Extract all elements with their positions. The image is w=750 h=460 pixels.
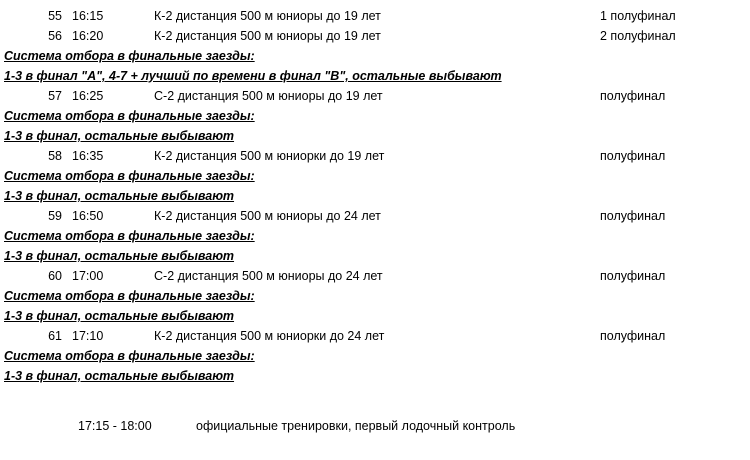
qualification-note: 1-3 в финал, остальные выбывают — [4, 369, 235, 383]
qualification-note: Система отбора в финальные заезды: — [4, 109, 255, 123]
race-time: 16:15 — [72, 9, 104, 23]
race-row — [0, 146, 750, 166]
race-stage: полуфинал — [600, 149, 666, 163]
qualification-note: Система отбора в финальные заезды: — [4, 49, 255, 63]
race-event: К-2 дистанция 500 м юниоры до 19 лет — [154, 29, 381, 43]
race-row — [0, 206, 750, 226]
footer-line — [0, 416, 750, 436]
qualification-note: Система отбора в финальные заезды: — [4, 289, 255, 303]
race-row — [0, 326, 750, 346]
race-event: К-2 дистанция 500 м юниорки до 19 лет — [154, 149, 385, 163]
footer-time: 17:15 - 18:00 — [78, 419, 152, 433]
race-row — [0, 26, 750, 46]
race-row — [0, 266, 750, 286]
race-row — [0, 6, 750, 26]
qualification-note: Система отбора в финальные заезды: — [4, 229, 255, 243]
race-row — [0, 86, 750, 106]
qualification-note: 1-3 в финал, остальные выбывают — [4, 309, 235, 323]
footer-text: официальные тренировки, первый лодочный контроль — [196, 419, 516, 433]
qualification-note: 1-3 в финал, остальные выбывают — [4, 249, 235, 263]
race-number: 57 — [48, 89, 62, 103]
qualification-note: Система отбора в финальные заезды: — [4, 169, 255, 183]
race-time: 17:10 — [72, 329, 104, 343]
race-event: С-2 дистанция 500 м юниоры до 19 лет — [154, 89, 383, 103]
race-number: 56 — [48, 29, 62, 43]
qualification-note: 1-3 в финал "А", 4-7 + лучший по времени в финал "В", остальные выбывают — [4, 69, 502, 83]
schedule-list — [0, 6, 750, 386]
qualification-note: 1-3 в финал, остальные выбывают — [4, 189, 235, 203]
race-time: 16:20 — [72, 29, 104, 43]
race-stage: полуфинал — [600, 329, 666, 343]
qualification-note: Система отбора в финальные заезды: — [4, 349, 255, 363]
race-stage: полуфинал — [600, 89, 666, 103]
race-time: 16:50 — [72, 209, 104, 223]
race-stage: 1 полуфинал — [600, 9, 676, 23]
race-stage: полуфинал — [600, 269, 666, 283]
qualification-note: 1-3 в финал, остальные выбывают — [4, 129, 235, 143]
race-event: К-2 дистанция 500 м юниоры до 24 лет — [154, 209, 381, 223]
race-number: 55 — [48, 9, 62, 23]
race-time: 16:35 — [72, 149, 104, 163]
race-number: 61 — [48, 329, 62, 343]
race-stage: 2 полуфинал — [600, 29, 676, 43]
race-event: К-2 дистанция 500 м юниорки до 24 лет — [154, 329, 385, 343]
race-number: 59 — [48, 209, 62, 223]
race-number: 60 — [48, 269, 62, 283]
race-stage: полуфинал — [600, 209, 666, 223]
race-event: К-2 дистанция 500 м юниоры до 19 лет — [154, 9, 381, 23]
race-number: 58 — [48, 149, 62, 163]
race-time: 17:00 — [72, 269, 104, 283]
race-event: С-2 дистанция 500 м юниоры до 24 лет — [154, 269, 383, 283]
race-time: 16:25 — [72, 89, 104, 103]
